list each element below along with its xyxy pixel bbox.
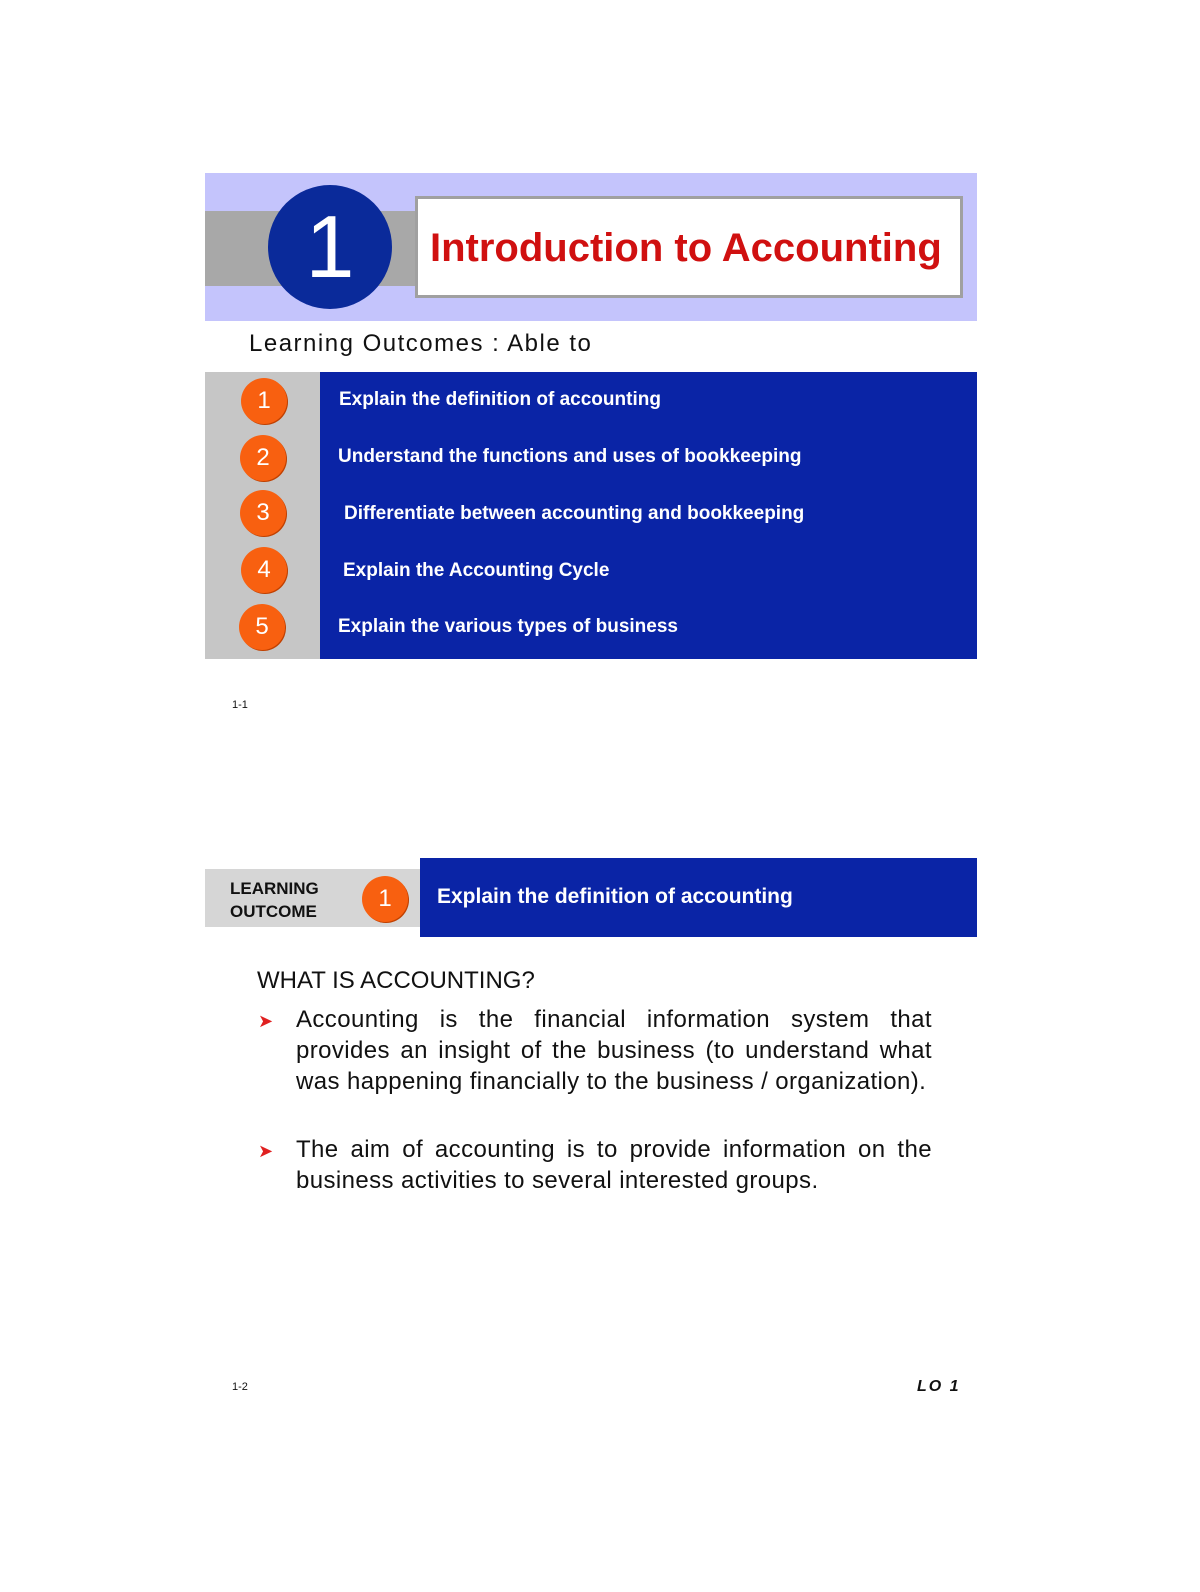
bullet-text: The aim of accounting is to provide information on the business activities to several interested groups. [296, 1136, 932, 1194]
outcome-number-badge: 4 [241, 547, 287, 593]
arrow-bullet-icon: ➤ [258, 1141, 274, 1161]
learning-outcome-label-line: LEARNING [230, 879, 319, 898]
outcome-number-badge: 5 [239, 604, 285, 650]
bullet-text: Accounting is the financial information system that provides an insight of the business (to understand what was happening financially to the business / organization). [296, 1006, 932, 1095]
learning-outcome-label [230, 877, 319, 923]
outcome-number-badge: 3 [240, 490, 286, 536]
learning-outcome-label-line: OUTCOME [230, 902, 317, 921]
outcome-number-badge: 1 [362, 876, 408, 922]
outcome-number-badge: 1 [241, 378, 287, 424]
learning-outcomes-heading: Learning Outcomes : Able to [249, 330, 593, 357]
outcome-item-text: Explain the various types of business [338, 616, 678, 637]
outcome-banner-text: Explain the definition of accounting [437, 885, 793, 908]
page-number: 1-1 [232, 699, 248, 711]
arrow-bullet-icon: ➤ [258, 1011, 274, 1031]
chapter-title: Introduction to Accounting [430, 226, 942, 270]
outcome-item-text: Explain the definition of accounting [339, 389, 661, 410]
outcome-item-text: Explain the Accounting Cycle [343, 560, 610, 581]
learning-outcome-tag: LO 1 [917, 1378, 961, 1395]
chapter-number-badge: 1 [268, 185, 392, 309]
outcome-item-text: Understand the functions and uses of bookkeeping [338, 446, 802, 467]
page-number: 1-2 [232, 1381, 248, 1393]
outcome-number-badge: 2 [240, 435, 286, 481]
section-heading: WHAT IS ACCOUNTING? [257, 967, 535, 994]
outcome-item-text: Differentiate between accounting and bookkeeping [344, 503, 805, 524]
